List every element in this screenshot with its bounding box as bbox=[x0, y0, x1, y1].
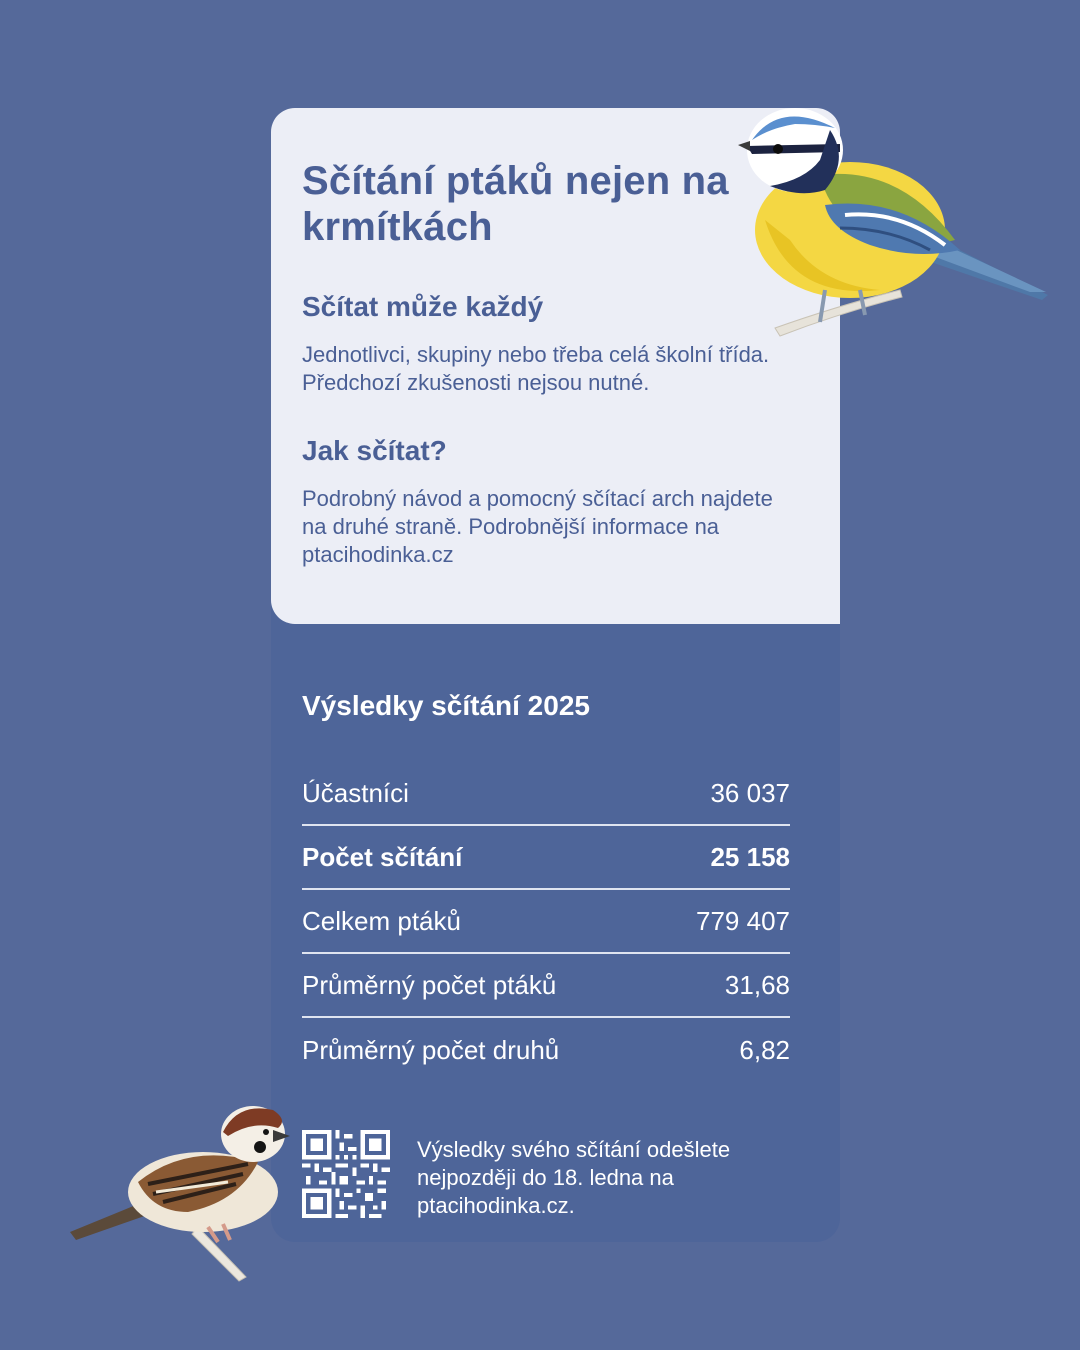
table-row bbox=[302, 954, 790, 1018]
table-row bbox=[302, 890, 790, 954]
table-row bbox=[302, 762, 790, 826]
qr-code-icon[interactable] bbox=[302, 1130, 390, 1218]
row-value: 25 158 bbox=[710, 841, 790, 872]
row-label: Celkem ptáků bbox=[302, 905, 461, 936]
table-row bbox=[302, 826, 790, 890]
page-title: Sčítání ptáků nejen na krmítkách bbox=[302, 159, 729, 249]
row-value: 31,68 bbox=[724, 969, 790, 1000]
blue-tit-icon bbox=[730, 100, 1050, 340]
row-value: 36 037 bbox=[710, 777, 790, 808]
section2-heading: Jak sčítat? bbox=[302, 435, 447, 466]
section1-heading: Sčítat může každý bbox=[302, 291, 544, 322]
row-label: Účastníci bbox=[302, 777, 409, 808]
row-label: Počet sčítání bbox=[302, 841, 463, 872]
results-table bbox=[302, 762, 790, 1082]
table-row bbox=[302, 1018, 790, 1082]
row-value: 779 407 bbox=[696, 905, 790, 936]
row-label: Průměrný počet druhů bbox=[302, 1034, 560, 1065]
section2-text: Podrobný návod a pomocný sčítací arch najdete na druhé straně. Podrobnější informace na ptacihodinka.cz bbox=[302, 486, 773, 567]
row-value: 6,82 bbox=[739, 1034, 790, 1065]
submission-note: Výsledky svého sčítání odešlete nejpozději do 18. ledna na ptacihodinka.cz. bbox=[417, 1137, 731, 1218]
row-label: Průměrný počet ptáků bbox=[302, 969, 557, 1000]
section1-text: Jednotlivci, skupiny nebo třeba celá školní třída. Předchozí zkušenosti nejsou nutné. bbox=[302, 342, 770, 395]
results-title: Výsledky sčítání 2025 bbox=[302, 690, 590, 721]
tree-sparrow-icon bbox=[68, 1102, 308, 1282]
